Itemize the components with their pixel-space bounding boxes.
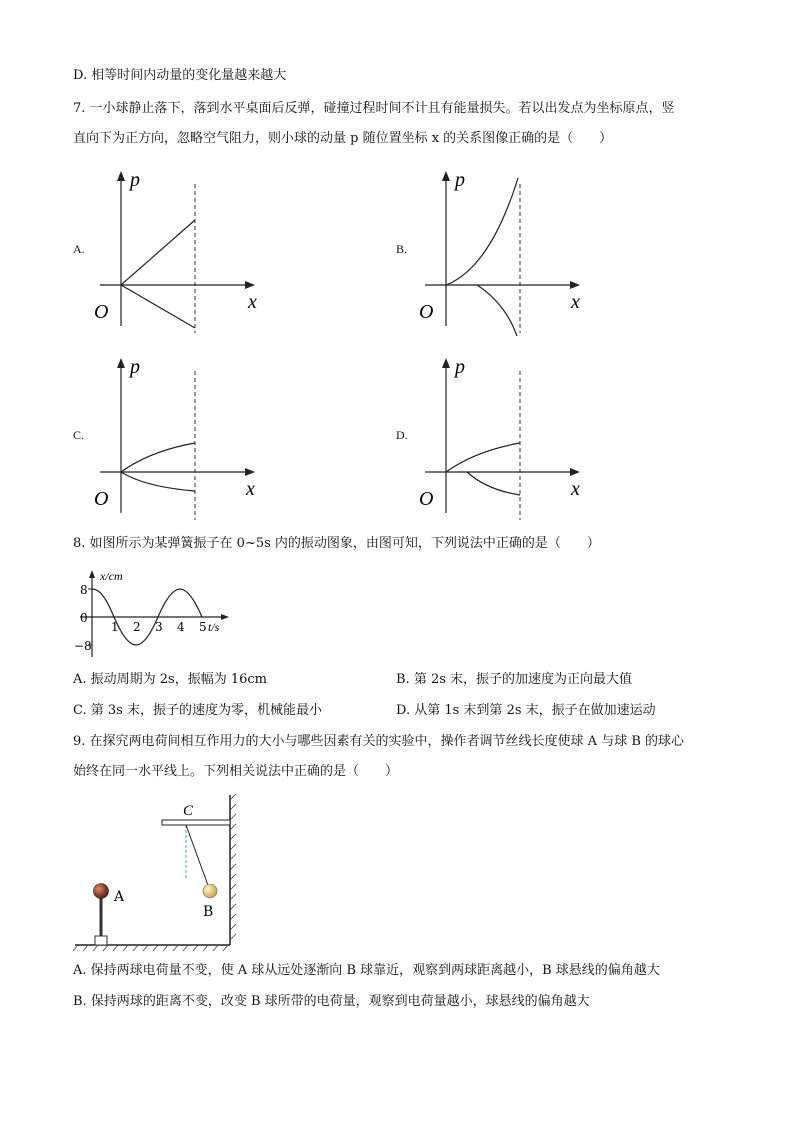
q7-graph-c: [90, 355, 270, 525]
p-label: p: [130, 356, 140, 378]
x-axis-arrow: [245, 468, 255, 476]
p-axis-arrow: [117, 358, 125, 368]
p-axis-arrow: [442, 171, 450, 181]
p-axis-arrow: [117, 171, 125, 181]
q8-option-a: A. 振动周期为 2s，振幅为 16cm: [73, 672, 268, 687]
q8-option-d: D. 从第 1s 末到第 2s 末，振子在做加速运动: [396, 703, 656, 718]
x-label: x: [571, 291, 580, 313]
t-axis-arrow: [221, 614, 229, 620]
q9-apparatus: [70, 790, 250, 955]
p-label: p: [130, 169, 140, 191]
momentum-line-up: [121, 285, 195, 328]
xtick-4: 4: [177, 620, 185, 634]
q9-option-a: A. 保持两球电荷量不变，使 A 球从远处逐渐向 B 球靠近，观察到两球距离越小，B 球悬线的偏角越大: [73, 963, 660, 978]
ytick-8: 8: [80, 583, 88, 597]
label-c: C: [183, 803, 194, 819]
q8-stem: 8. 如图所示为某弹簧振子在 0~5s 内的振动图象，由图可知，下列说法中正确的是（ ）: [73, 536, 600, 551]
origin-label: O: [94, 301, 109, 323]
xtick-2: 2: [133, 620, 141, 634]
p-label: p: [455, 356, 465, 378]
y-axis-label: x/cm: [100, 569, 123, 583]
thread: [186, 825, 209, 888]
stand-base: [95, 936, 107, 945]
q7-label-b: B.: [396, 242, 408, 256]
momentum-curve-rise: [477, 285, 517, 336]
support-bar: [162, 820, 230, 825]
q7-label-a: A.: [73, 242, 85, 256]
ytick-neg8: −8: [74, 639, 92, 653]
momentum-curve-rise: [467, 472, 520, 495]
p-label: p: [455, 169, 465, 191]
q7-stem-line2: 直向下为正方向，忽略空气阻力，则小球的动量 p 随位置坐标 x 的关系图像正确的是（ ）: [73, 131, 613, 146]
q8-option-b: B. 第 2s 末，振子的加速度为正向最大值: [396, 672, 633, 687]
q9-option-b: B. 保持两球的距离不变，改变 B 球所带的电荷量，观察到电荷量越小，球悬线的偏角越大: [73, 994, 590, 1009]
wall-hatching: [230, 794, 236, 940]
ball-b: [203, 884, 217, 898]
p-axis-arrow: [442, 358, 450, 368]
xtick-5: 5: [199, 620, 207, 634]
x-label: x: [571, 478, 580, 500]
momentum-curve-fall: [446, 443, 520, 472]
q6-option-d: D. 相等时间内动量的变化量越来越大: [73, 68, 287, 83]
x-axis-label: t/s: [208, 620, 220, 634]
floor-hatching: [73, 945, 228, 951]
momentum-curve-fall: [121, 443, 195, 472]
label-b: B: [203, 904, 214, 920]
q9-stem-line1: 9. 在探究两电荷间相互作用力的大小与哪些因素有关的实验中，操作者调节丝线长度使球 A 与球 B 的球心: [73, 734, 685, 749]
q7-label-c: C.: [73, 428, 85, 442]
momentum-curve-rise: [121, 472, 195, 491]
xtick-1: 1: [111, 620, 119, 634]
q7-label-d: D.: [396, 428, 408, 442]
x-label: x: [246, 478, 255, 500]
origin-label: O: [419, 488, 434, 510]
label-a: A: [114, 889, 125, 905]
q8-option-c: C. 第 3s 末，振子的速度为零，机械能最小: [73, 703, 322, 718]
x-axis-arrow: [570, 281, 580, 289]
x-axis-arrow: [245, 281, 255, 289]
x-cm-axis-arrow: [89, 570, 95, 578]
q9-stem-line2: 始终在同一水平线上。下列相关说法中正确的是（ ）: [73, 764, 399, 779]
x-label: x: [248, 291, 257, 313]
origin-label: O: [419, 301, 434, 323]
x-axis-arrow: [570, 468, 580, 476]
q7-stem-line1: 7. 一小球静止落下，落到水平桌面后反弹，碰撞过程时间不计且有能量损失。若以出发点为坐标原点，竖: [73, 101, 675, 116]
xtick-3: 3: [155, 620, 163, 634]
q8-vibration-graph: [72, 565, 252, 665]
ball-a: [94, 884, 109, 899]
momentum-curve-fall: [446, 178, 518, 285]
ytick-0: 0: [80, 611, 88, 625]
momentum-line-down: [121, 220, 195, 285]
q7-graph-d: [415, 355, 595, 525]
q7-graph-a: [90, 168, 270, 338]
origin-label: O: [94, 488, 109, 510]
q7-graph-b: [415, 168, 595, 338]
